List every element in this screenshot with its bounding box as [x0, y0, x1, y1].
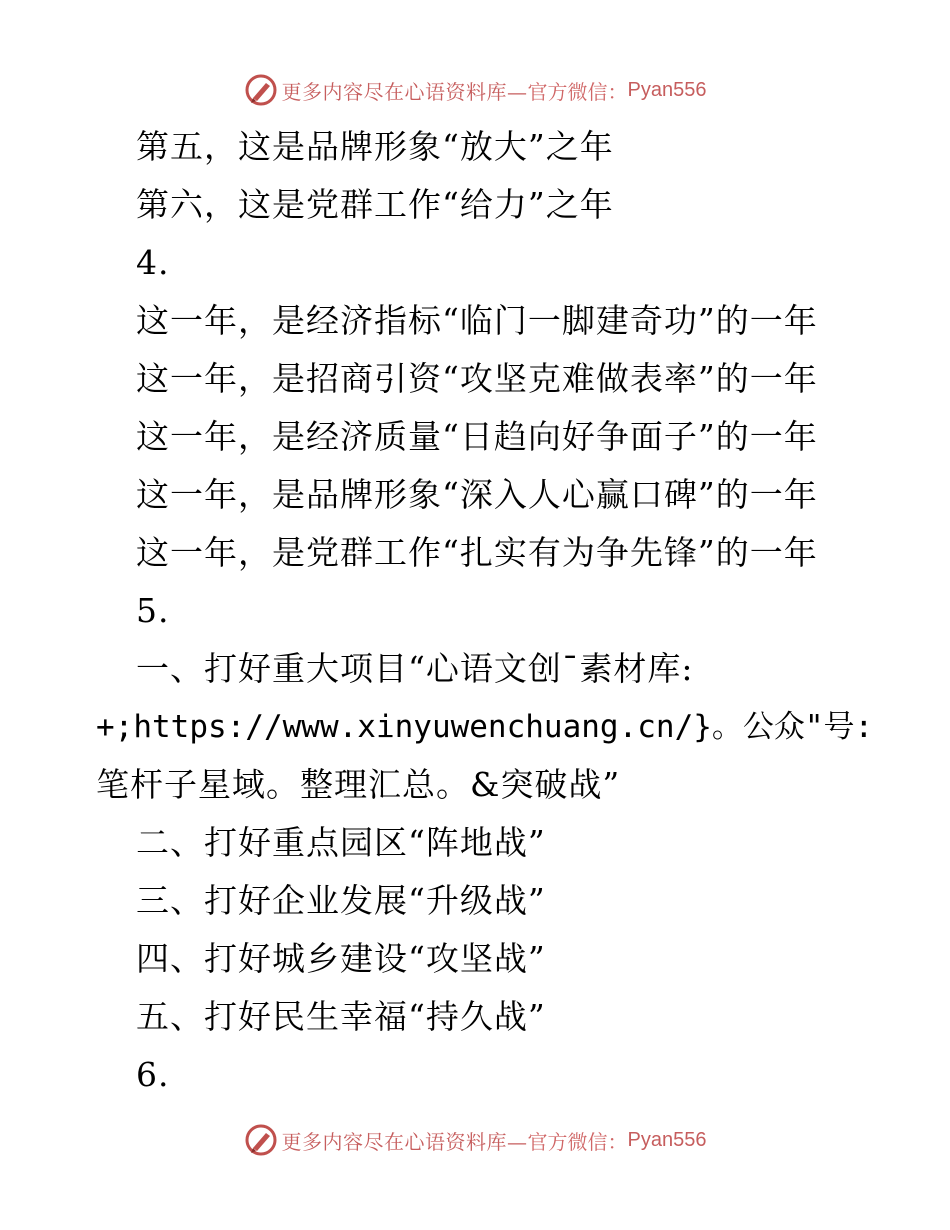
- watermark-text: 更多内容尽在心语资料库—: [281, 1129, 528, 1154]
- section-number: 5.: [136, 591, 170, 630]
- watermark-wechat-label: 官方微信：: [527, 79, 628, 104]
- text-line: 一、打好重大项目“心语文创¯素材库:: [136, 649, 694, 688]
- text-line: 笔杆子星域。整理汇总。&突破战”: [96, 765, 621, 804]
- text-line: 这一年，是品牌形象“深入人心赢口碑”的一年: [136, 475, 818, 514]
- text-line: 四、打好城乡建设“攻坚战”: [136, 939, 546, 978]
- text-line: 第五，这是品牌形象“放大”之年: [136, 127, 614, 166]
- text-line: 三、打好企业发展“升级战”: [136, 881, 546, 920]
- text-line: 这一年，是经济质量“日趋向好争面子”的一年: [136, 417, 818, 456]
- watermark-wechat-label: 官方微信：: [527, 1129, 628, 1154]
- text-line: 五、打好民生幸福“持久战”: [136, 997, 546, 1036]
- header-watermark: [0, 70, 950, 110]
- footer-watermark: [0, 1120, 950, 1160]
- text-line: 这一年，是经济指标“临门一脚建奇功”的一年: [136, 301, 818, 340]
- text-line: 第六，这是党群工作“给力”之年: [136, 185, 614, 224]
- text-line: 这一年，是党群工作“扎实有为争先锋”的一年: [136, 533, 818, 572]
- watermark-wechat-id: Pyan556: [627, 1128, 707, 1151]
- section-number: 4.: [136, 243, 170, 282]
- document-body: [96, 118, 874, 1104]
- text-line: 二、打好重点园区“阵地战”: [136, 823, 546, 862]
- watermark-wechat-id: Pyan556: [627, 78, 707, 101]
- watermark-text: 更多内容尽在心语资料库—: [281, 79, 528, 104]
- section-number: 6.: [136, 1055, 170, 1094]
- text-line: 这一年，是招商引资“攻坚克难做表率”的一年: [136, 359, 818, 398]
- pen-logo-icon: [244, 1123, 278, 1157]
- pen-logo-icon: [244, 73, 278, 107]
- text-line-url: +;https://www.xinyuwenchuang.cn/}。公众"号:: [96, 709, 874, 745]
